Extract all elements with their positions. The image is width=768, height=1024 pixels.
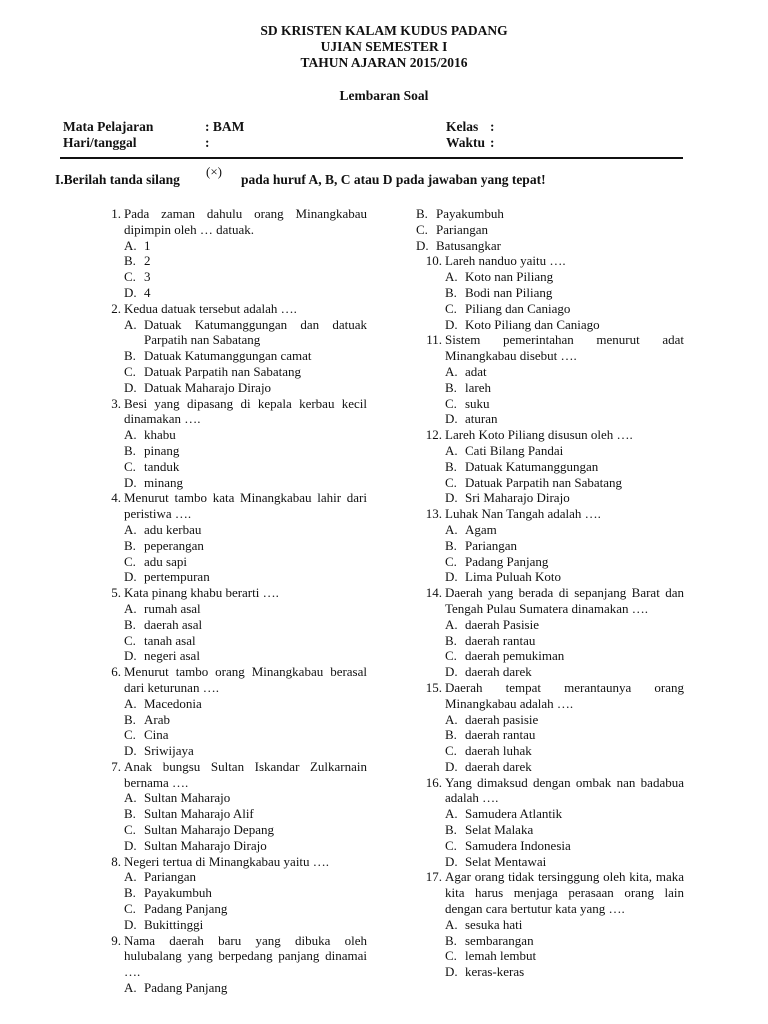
- option-letter: B.: [445, 537, 457, 553]
- question-number: 8.: [111, 853, 121, 869]
- question-text: Kata pinang khabu berarti ….: [124, 585, 279, 601]
- option-letter: D.: [445, 964, 458, 980]
- question-12-option-b: [445, 459, 684, 475]
- option-text: Samudera Atlantik: [465, 806, 563, 822]
- question-7: [95, 759, 367, 854]
- option-text: Datuak Parpatih nan Sabatang: [144, 363, 302, 379]
- question-4-option-c: [124, 554, 367, 570]
- option-letter: A.: [124, 980, 137, 996]
- question-6-option-b: [124, 712, 367, 728]
- option-text: Sriwijaya: [144, 743, 194, 759]
- option-letter: D.: [124, 474, 137, 490]
- header-divider: [60, 157, 683, 159]
- option-letter: C.: [124, 458, 136, 474]
- question-13-option-c: [445, 554, 684, 570]
- option-letter: A.: [124, 427, 137, 443]
- option-letter: C.: [124, 553, 136, 569]
- option-letter: A.: [124, 316, 137, 332]
- option-letter: B.: [445, 379, 457, 395]
- option-letter: C.: [124, 822, 136, 838]
- option-text: Selat Mentawai: [465, 853, 547, 869]
- option-letter: A.: [124, 600, 137, 616]
- question-14: [416, 585, 684, 680]
- option-text: Datuak Katumanggungan dan datuak Parpatih nan Sabatang: [144, 316, 367, 348]
- option-text: Sultan Maharajo Depang: [144, 822, 274, 838]
- question-13-option-a: [445, 522, 684, 538]
- question-8-option-d: [124, 917, 367, 933]
- question-text: Anak bungsu Sultan Iskandar Zulkarnain bernama ….: [124, 758, 367, 790]
- option-text: 4: [144, 284, 151, 300]
- question-12: [416, 427, 684, 506]
- question-text: Pada zaman dahulu orang Minangkabau dipimpin oleh … datuak.: [124, 206, 367, 237]
- question-text: Lareh nanduo yaitu ….: [445, 253, 566, 269]
- option-text: Padang Panjang: [465, 553, 549, 569]
- option-letter: B.: [124, 348, 136, 364]
- question-10-option-b: [445, 285, 684, 301]
- question-text: Lareh Koto Piliang disusun oleh ….: [445, 427, 633, 443]
- cross-mark-symbol: (×): [206, 164, 222, 179]
- option-text: Padang Panjang: [144, 980, 228, 996]
- question-5-option-b: [124, 617, 367, 633]
- question-text: Agar orang tidak tersinggung oleh kita, maka kita harus menjaga perasaan orang lain dengan cara bertutur kata yang ….: [445, 869, 684, 917]
- option-text: Pariangan: [465, 537, 517, 553]
- question-text: Besi yang dipasang di kepala kerbau kecil dinamakan ….: [124, 395, 367, 427]
- option-letter: C.: [445, 474, 457, 490]
- option-text: Lima Puluah Koto: [465, 569, 562, 585]
- question-number: 10.: [425, 253, 442, 269]
- question-3-option-d: [124, 475, 367, 491]
- question-2-option-d: [124, 380, 367, 396]
- option-text: Padang Panjang: [144, 901, 228, 917]
- left-question-column: [95, 206, 367, 996]
- option-letter: C.: [445, 648, 457, 664]
- question-12-option-a: [445, 443, 684, 459]
- option-text: Samudera Indonesia: [465, 837, 571, 853]
- option-letter: A.: [124, 237, 137, 253]
- question-number: 5.: [111, 585, 121, 601]
- option-letter: D.: [445, 569, 458, 585]
- question-15-option-c: [445, 743, 684, 759]
- question-14-option-b: [445, 633, 684, 649]
- question-4-option-a: [124, 522, 367, 538]
- option-letter: C.: [445, 837, 457, 853]
- question-10-option-a: [445, 269, 684, 285]
- question-9-option-a: [124, 980, 367, 996]
- date-label: Hari/tanggal: [63, 135, 137, 150]
- class-value: :: [490, 119, 495, 134]
- question-12-option-c: [445, 475, 684, 491]
- instruction-suffix: pada huruf A, B, C atau D pada jawaban yang tepat!: [241, 172, 546, 187]
- option-letter: B.: [124, 806, 136, 822]
- question-1: [95, 206, 367, 301]
- option-text: rumah asal: [144, 600, 201, 616]
- question-7-option-b: [124, 806, 367, 822]
- question-13-option-b: [445, 538, 684, 554]
- question-10-option-c: [445, 301, 684, 317]
- question-5-option-d: [124, 648, 367, 664]
- school-name: SD KRISTEN KALAM KUDUS PADANG: [260, 23, 508, 38]
- question-11: [416, 332, 684, 427]
- question-2-option-a: [124, 317, 367, 349]
- question-10-option-d: [445, 317, 684, 333]
- option-letter: C.: [124, 269, 136, 285]
- question-text: Yang dimaksud dengan ombak nan badabua adalah ….: [445, 774, 684, 806]
- question-16-option-d: [445, 854, 684, 870]
- question-number: 1.: [111, 206, 121, 221]
- question-15-option-d: [445, 759, 684, 775]
- question-text: Sistem pemerintahan menurut adat Minangkabau disebut ….: [445, 332, 684, 364]
- option-text: Piliang dan Caniago: [465, 300, 571, 316]
- question-1-option-b: [124, 253, 367, 269]
- academic-year: TAHUN AJARAN 2015/2016: [300, 55, 468, 70]
- option-text: aturan: [465, 411, 498, 427]
- question-2: [95, 301, 367, 396]
- option-text: daerah Pasisie: [465, 616, 540, 632]
- option-letter: C.: [445, 300, 457, 316]
- question-16-option-a: [445, 806, 684, 822]
- question-number: 14.: [425, 585, 442, 601]
- option-letter: C.: [416, 221, 428, 237]
- option-letter: B.: [124, 253, 136, 269]
- class-label: Kelas: [446, 119, 479, 134]
- option-letter: A.: [445, 916, 458, 932]
- option-text: lemah lembut: [465, 948, 537, 964]
- option-letter: D.: [445, 316, 458, 332]
- option-text: khabu: [144, 427, 176, 443]
- question-17: [416, 869, 684, 980]
- question-13-option-d: [445, 569, 684, 585]
- question-11-option-d: [445, 411, 684, 427]
- option-letter: D.: [445, 490, 458, 506]
- question-number: 12.: [425, 427, 442, 443]
- question-6-option-d: [124, 743, 367, 759]
- question-17-option-b: [445, 933, 684, 949]
- question-2-option-c: [124, 364, 367, 380]
- question-9: [95, 933, 367, 996]
- question-3-option-b: [124, 443, 367, 459]
- option-text: sembarangan: [465, 932, 534, 948]
- option-text: Payakumbuh: [436, 206, 504, 221]
- question-9-continuation: [416, 206, 684, 253]
- option-letter: B.: [445, 458, 457, 474]
- sheet-title: Lembaran Soal: [339, 88, 429, 103]
- option-text: Datuak Parpatih nan Sabatang: [465, 474, 623, 490]
- subject-label: Mata Pelajaran: [63, 119, 154, 134]
- question-3-option-a: [124, 427, 367, 443]
- option-letter: B.: [124, 616, 136, 632]
- option-text: Pariangan: [436, 221, 488, 237]
- question-14-option-a: [445, 617, 684, 633]
- option-letter: A.: [445, 521, 458, 537]
- question-11-option-c: [445, 396, 684, 412]
- option-letter: B.: [445, 932, 457, 948]
- question-8-option-b: [124, 885, 367, 901]
- time-value: :: [490, 135, 495, 150]
- question-4-option-b: [124, 538, 367, 554]
- option-letter: D.: [124, 569, 137, 585]
- question-number: 13.: [425, 506, 442, 522]
- option-text: sesuka hati: [465, 916, 523, 932]
- option-text: 2: [144, 253, 151, 269]
- option-text: tanduk: [144, 458, 180, 474]
- question-16-option-c: [445, 838, 684, 854]
- option-letter: C.: [124, 727, 136, 743]
- question-8: [95, 854, 367, 933]
- option-letter: A.: [445, 806, 458, 822]
- question-15-option-b: [445, 727, 684, 743]
- option-text: Agam: [465, 521, 497, 537]
- option-letter: A.: [124, 790, 137, 806]
- option-letter: D.: [124, 743, 137, 759]
- question-number: 15.: [425, 679, 442, 695]
- question-17-option-c: [445, 948, 684, 964]
- option-text: Selat Malaka: [465, 822, 534, 838]
- date-value: :: [205, 135, 210, 150]
- option-text: tanah asal: [144, 632, 196, 648]
- question-9-option-c: [416, 222, 684, 238]
- question-number: 3.: [111, 395, 121, 411]
- question-7-option-a: [124, 790, 367, 806]
- option-letter: C.: [124, 363, 136, 379]
- question-4-option-d: [124, 569, 367, 585]
- question-9-option-b: [416, 206, 684, 222]
- option-letter: C.: [445, 395, 457, 411]
- question-number: 2.: [111, 300, 121, 316]
- option-text: Batusangkar: [436, 237, 501, 253]
- question-6: [95, 664, 367, 759]
- right-question-column: [416, 206, 684, 980]
- question-text: Daerah yang berada di sepanjang Barat dan Tengah Pulau Sumatera dinamakan ….: [445, 585, 684, 616]
- question-8-option-a: [124, 869, 367, 885]
- question-7-option-d: [124, 838, 367, 854]
- option-text: Koto nan Piliang: [465, 269, 554, 285]
- option-text: Datuak Maharajo Dirajo: [144, 379, 272, 395]
- question-5-option-c: [124, 633, 367, 649]
- option-text: Sri Maharajo Dirajo: [465, 490, 570, 506]
- question-14-option-d: [445, 664, 684, 680]
- option-letter: A.: [445, 363, 458, 379]
- option-text: pinang: [144, 442, 180, 458]
- question-text: Menurut tambo orang Minangkabau berasal dari keturunan ….: [124, 664, 367, 695]
- question-number: 16.: [425, 774, 442, 790]
- option-text: Cati Bilang Pandai: [465, 442, 564, 458]
- option-letter: B.: [124, 885, 136, 901]
- option-letter: B.: [124, 537, 136, 553]
- option-letter: B.: [445, 284, 457, 300]
- option-letter: D.: [445, 853, 458, 869]
- option-text: Payakumbuh: [144, 885, 212, 901]
- option-letter: A.: [124, 695, 137, 711]
- option-text: daerah rantau: [465, 632, 536, 648]
- question-13: [416, 506, 684, 585]
- option-text: Sultan Maharajo Alif: [144, 806, 254, 822]
- question-14-option-c: [445, 648, 684, 664]
- option-letter: C.: [445, 743, 457, 759]
- question-number: 4.: [111, 490, 121, 506]
- option-letter: A.: [445, 269, 458, 285]
- option-text: daerah rantau: [465, 727, 536, 743]
- question-4: [95, 490, 367, 585]
- option-text: daerah asal: [144, 616, 203, 632]
- option-letter: D.: [124, 379, 137, 395]
- time-label: Waktu: [446, 135, 486, 150]
- option-letter: D.: [124, 648, 137, 664]
- option-text: daerah darek: [465, 758, 532, 774]
- option-letter: D.: [445, 758, 458, 774]
- option-letter: D.: [445, 664, 458, 680]
- option-letter: C.: [445, 948, 457, 964]
- question-number: 9.: [111, 932, 121, 948]
- option-text: Bukittinggi: [144, 916, 204, 932]
- question-16: [416, 775, 684, 870]
- question-10: [416, 253, 684, 332]
- option-text: Arab: [144, 711, 170, 727]
- option-letter: B.: [445, 822, 457, 838]
- option-text: Sultan Maharajo Dirajo: [144, 837, 267, 853]
- option-text: Koto Piliang dan Caniago: [465, 316, 600, 332]
- question-7-option-c: [124, 822, 367, 838]
- option-letter: A.: [124, 869, 137, 885]
- option-text: peperangan: [144, 537, 204, 553]
- option-text: Macedonia: [144, 695, 202, 711]
- option-text: adu sapi: [144, 553, 187, 569]
- option-text: daerah luhak: [465, 743, 532, 759]
- option-text: Pariangan: [144, 869, 196, 885]
- option-text: keras-keras: [465, 964, 525, 980]
- option-letter: B.: [445, 632, 457, 648]
- option-text: adat: [465, 363, 487, 379]
- question-number: 6.: [111, 664, 121, 680]
- question-text: Daerah tempat merantaunya orang Minangkabau adalah ….: [445, 679, 684, 711]
- question-9-option-d: [416, 238, 684, 254]
- question-1-option-d: [124, 285, 367, 301]
- option-letter: A.: [445, 442, 458, 458]
- question-1-option-c: [124, 269, 367, 285]
- option-text: Datuak Katumanggungan camat: [144, 348, 312, 364]
- option-text: 3: [144, 269, 151, 285]
- option-letter: B.: [124, 442, 136, 458]
- option-text: minang: [144, 474, 183, 490]
- option-letter: B.: [445, 727, 457, 743]
- option-letter: B.: [416, 206, 428, 221]
- question-number: 7.: [111, 758, 121, 774]
- question-3-option-c: [124, 459, 367, 475]
- option-letter: A.: [445, 616, 458, 632]
- option-text: Bodi nan Piliang: [465, 284, 553, 300]
- option-text: Datuak Katumanggungan: [465, 458, 599, 474]
- question-text: Luhak Nan Tangah adalah ….: [445, 506, 601, 522]
- question-5-option-a: [124, 601, 367, 617]
- question-5: [95, 585, 367, 664]
- option-letter: B.: [124, 711, 136, 727]
- question-17-option-d: [445, 964, 684, 980]
- option-text: 1: [144, 237, 151, 253]
- question-15-option-a: [445, 712, 684, 728]
- question-number: 17.: [425, 869, 442, 885]
- option-letter: C.: [445, 553, 457, 569]
- question-number: 11.: [426, 332, 442, 348]
- question-text: Nama daerah baru yang dibuka oleh hulubalang yang berpedang panjang dinamai ….: [124, 932, 367, 980]
- option-text: adu kerbau: [144, 521, 202, 537]
- option-text: daerah darek: [465, 664, 532, 680]
- option-text: Cina: [144, 727, 169, 743]
- option-letter: D.: [445, 411, 458, 427]
- question-15: [416, 680, 684, 775]
- option-text: pertempuran: [144, 569, 210, 585]
- question-text: Negeri tertua di Minangkabau yaitu ….: [124, 853, 330, 869]
- question-16-option-b: [445, 822, 684, 838]
- question-1-option-a: [124, 238, 367, 254]
- option-text: lareh: [465, 379, 491, 395]
- question-11-option-b: [445, 380, 684, 396]
- option-letter: A.: [445, 711, 458, 727]
- question-6-option-a: [124, 696, 367, 712]
- question-3: [95, 396, 367, 491]
- option-text: daerah pemukiman: [465, 648, 565, 664]
- option-letter: D.: [124, 837, 137, 853]
- option-text: negeri asal: [144, 648, 200, 664]
- question-2-option-b: [124, 348, 367, 364]
- question-12-option-d: [445, 490, 684, 506]
- option-letter: C.: [124, 632, 136, 648]
- question-text: Kedua datuak tersebut adalah ….: [124, 300, 297, 316]
- option-text: Sultan Maharajo: [144, 790, 231, 806]
- question-text: Menurut tambo kata Minangkabau lahir dari peristiwa ….: [124, 490, 367, 522]
- exam-title: UJIAN SEMESTER I: [320, 39, 448, 54]
- option-text: suku: [465, 395, 490, 411]
- instruction-prefix: I.Berilah tanda silang: [55, 172, 180, 187]
- option-letter: A.: [124, 521, 137, 537]
- option-letter: C.: [124, 901, 136, 917]
- subject-value: : BAM: [205, 119, 245, 134]
- question-6-option-c: [124, 727, 367, 743]
- option-letter: D.: [124, 284, 137, 300]
- question-11-option-a: [445, 364, 684, 380]
- option-text: daerah pasisie: [465, 711, 539, 727]
- question-17-option-a: [445, 917, 684, 933]
- option-letter: D.: [416, 237, 429, 253]
- question-8-option-c: [124, 901, 367, 917]
- option-letter: D.: [124, 916, 137, 932]
